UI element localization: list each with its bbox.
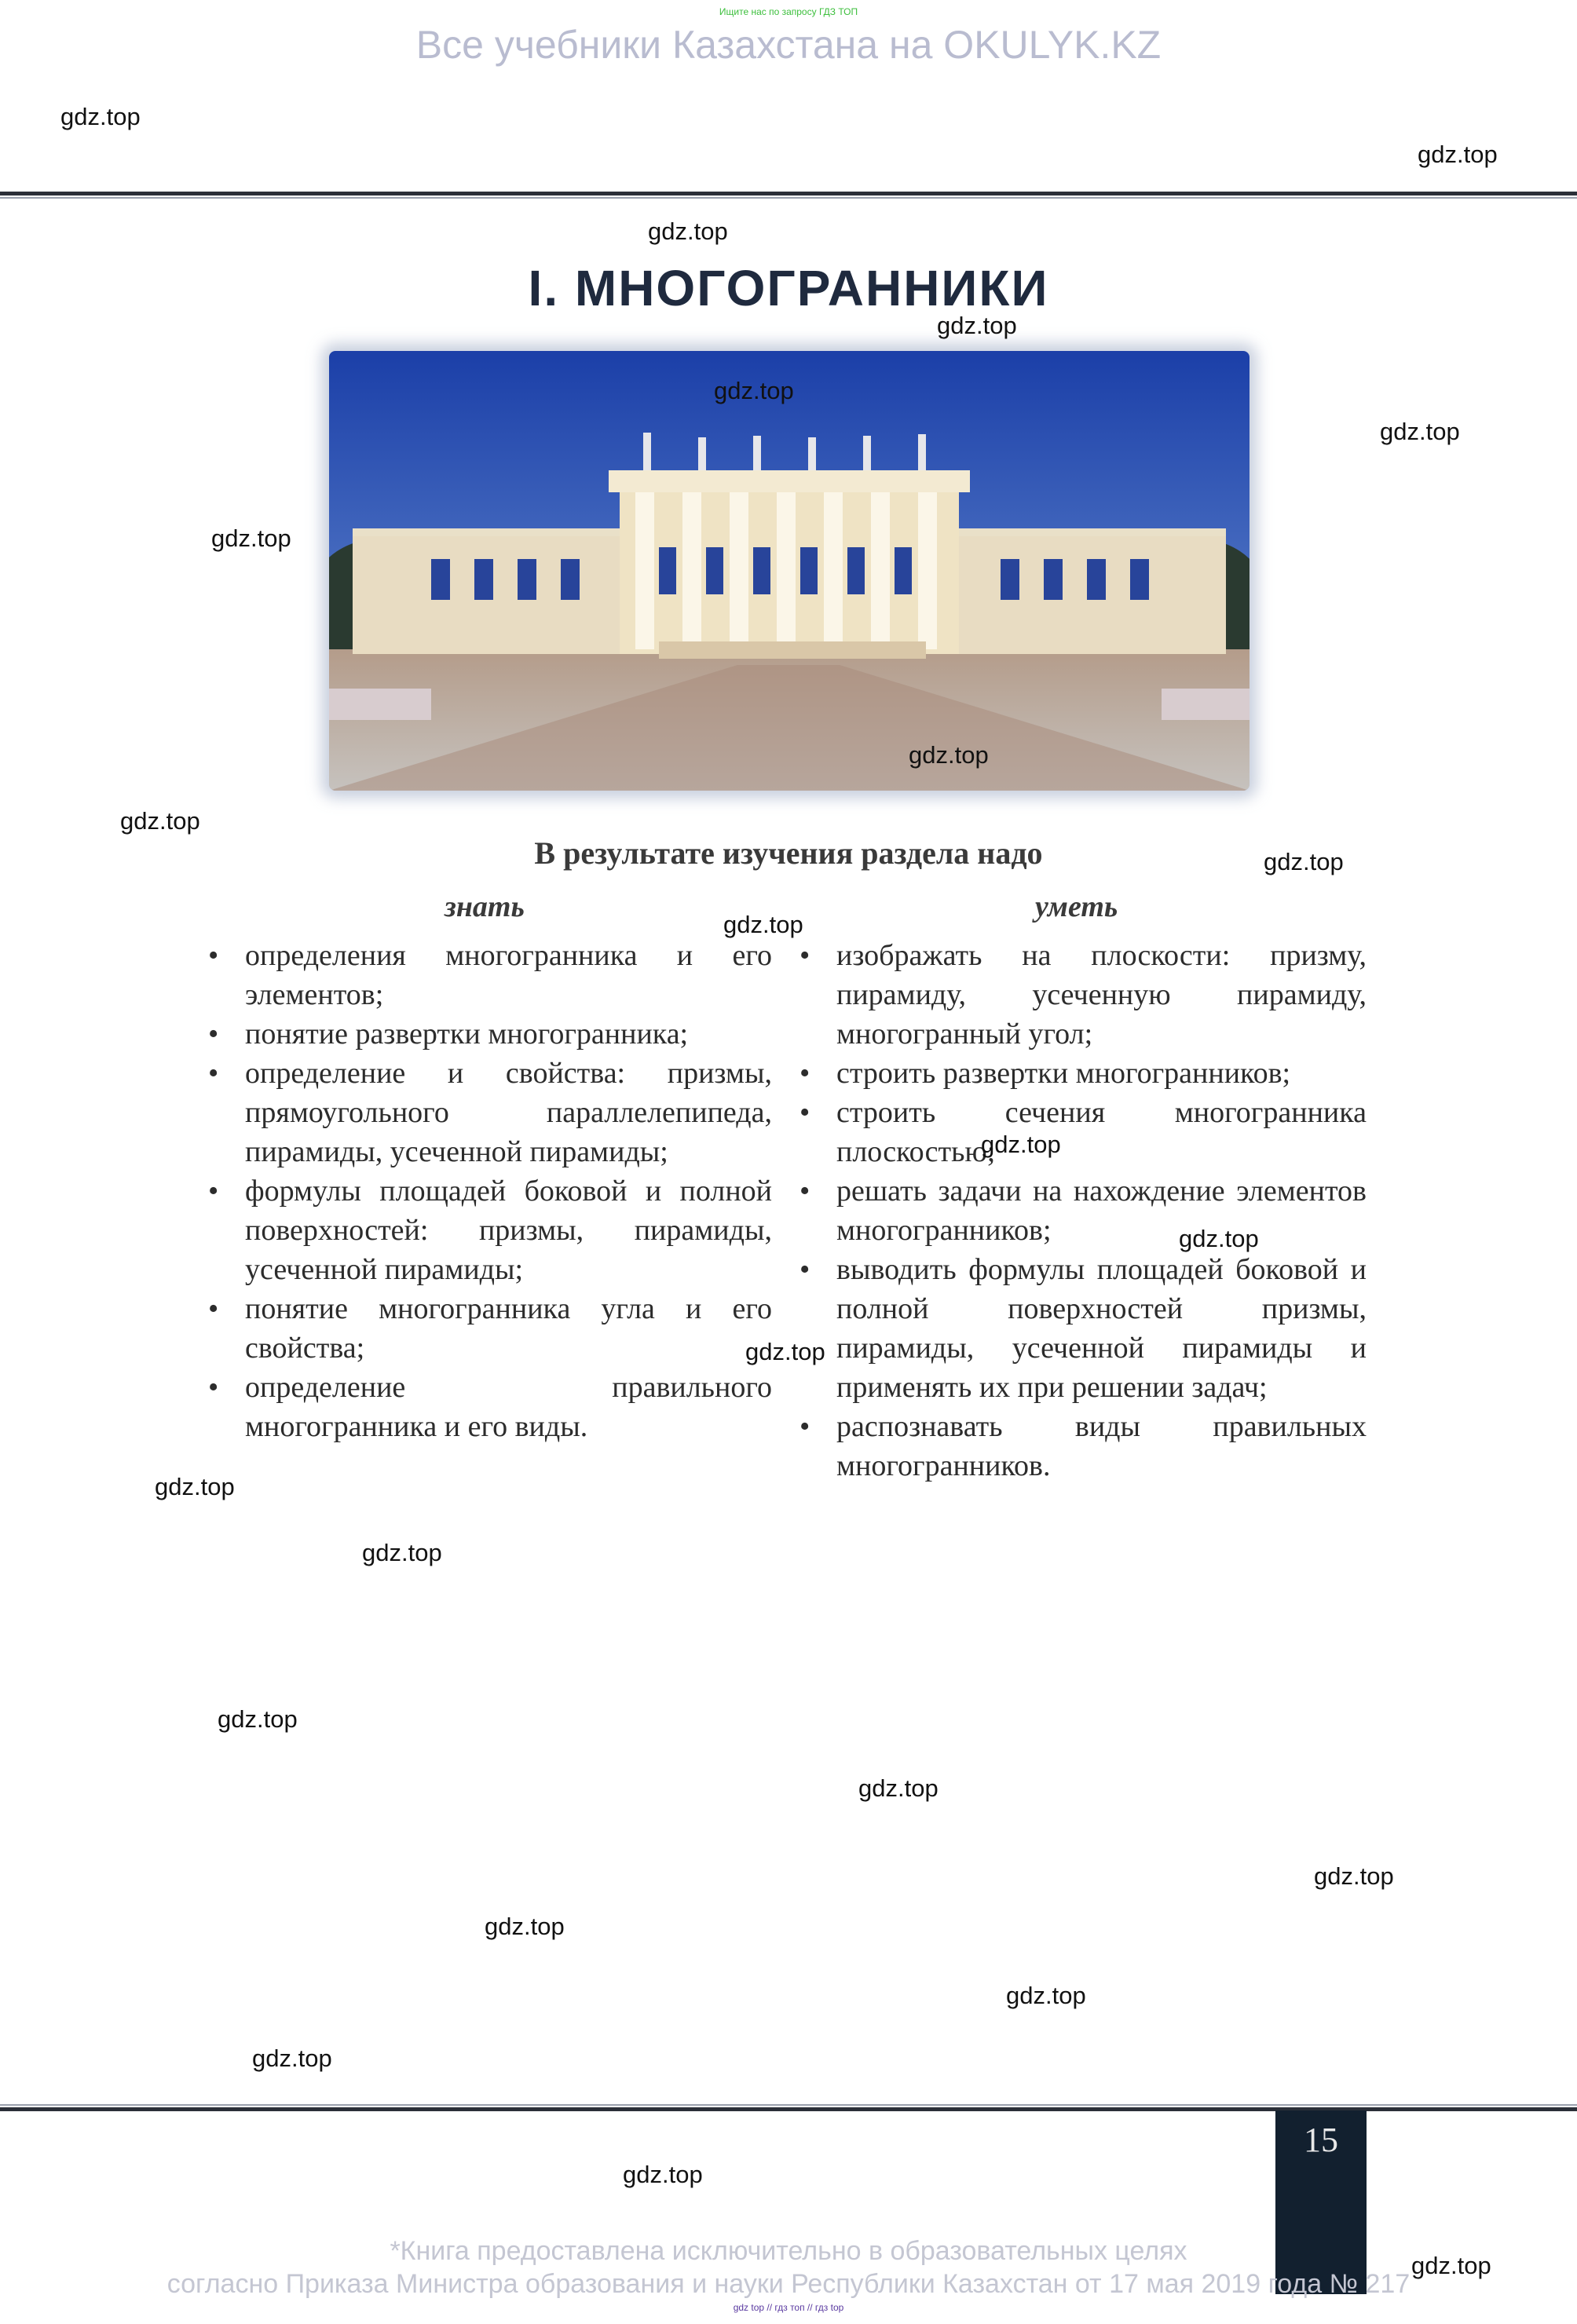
list-item: • строить сечения многогранника плоскостью;	[799, 1093, 1367, 1171]
watermark: gdz.top	[1006, 1982, 1086, 2009]
list-item: • изображать на плоскости: призму, пирамиду, усеченную пирамиду, многогранный угол;	[799, 936, 1367, 1054]
watermark: gdz.top	[485, 1913, 565, 1940]
page-number: 15	[1304, 2121, 1338, 2159]
top-rule-thin	[0, 197, 1577, 199]
list-item: • понятие развертки многогранника;	[208, 1014, 772, 1054]
top-rule	[0, 192, 1577, 195]
watermark: gdz.top	[714, 377, 794, 404]
watermark: gdz.top	[60, 103, 141, 130]
watermark: gdz.top	[1411, 2252, 1491, 2279]
can-column-title: уметь	[1035, 890, 1118, 923]
list-item: • формулы площадей боковой и полной поверхностей: призмы, пирамиды, усеченной пирамиды;	[208, 1171, 772, 1289]
list-item: • понятие многогранника угла и его свойства;	[208, 1289, 772, 1368]
list-item: • строить развертки многогранников;	[799, 1054, 1367, 1093]
watermark: gdz.top	[211, 524, 291, 552]
watermark: gdz.top	[858, 1774, 939, 1802]
footer-links[interactable]: gdz top // гдз топ // гдз top	[733, 2302, 844, 2313]
list-item: • определения многогранника и его элементов;	[208, 936, 772, 1014]
watermark: gdz.top	[623, 2161, 703, 2188]
bottom-rule-thin	[0, 2104, 1577, 2106]
watermark: gdz.top	[1264, 848, 1344, 875]
site-banner[interactable]: Все учебники Казахстана на OKULYK.KZ	[415, 23, 1162, 67]
watermark: gdz.top	[1418, 141, 1498, 168]
watermark: gdz.top	[981, 1131, 1061, 1158]
watermark: gdz.top	[1179, 1225, 1259, 1252]
disclaimer-line-1: *Книга предоставлена исключительно в образовательных целях	[390, 2236, 1187, 2266]
know-list	[208, 936, 772, 1446]
know-column-title: знать	[445, 890, 525, 923]
watermark: gdz.top	[648, 217, 728, 245]
can-list	[799, 936, 1367, 1485]
watermark: gdz.top	[909, 741, 989, 769]
list-item: • выводить формулы площадей боковой и полной поверхностей призмы, пирамиды, усеченной пирамиды и применять их при решении задач;	[799, 1250, 1367, 1407]
watermark: gdz.top	[745, 1338, 825, 1365]
list-item: • решать задачи на нахождение элементов многогранников;	[799, 1171, 1367, 1250]
search-hint: Ищите нас по запросу ГДЗ ТОП	[719, 6, 858, 17]
watermark: gdz.top	[1314, 1862, 1394, 1890]
disclaimer-line-2: согласно Приказа Министра образования и науки Республики Казахстан от 17 мая 2019 года № 217	[166, 2269, 1411, 2299]
watermark: gdz.top	[120, 807, 200, 835]
watermark: gdz.top	[937, 312, 1017, 339]
watermark: gdz.top	[155, 1473, 235, 1500]
palace-photo	[329, 351, 1250, 791]
watermark: gdz.top	[362, 1539, 442, 1566]
list-item: • определение правильного многогранника и его виды.	[208, 1368, 772, 1446]
learning-goals-heading: В результате изучения раздела надо	[534, 835, 1043, 871]
disclaimer	[0, 2234, 1577, 2300]
list-item: • определение и свойства: призмы, прямоугольного параллелепипеда, пирамиды, усеченной пирамиды;	[208, 1054, 772, 1171]
list-item: • распознавать виды правильных многогранников.	[799, 1407, 1367, 1485]
chapter-title: I. МНОГОГРАННИКИ	[528, 260, 1049, 316]
watermark: gdz.top	[1380, 418, 1460, 445]
watermark: gdz.top	[723, 911, 803, 938]
watermark: gdz.top	[218, 1705, 298, 1733]
watermark: gdz.top	[252, 2044, 332, 2072]
